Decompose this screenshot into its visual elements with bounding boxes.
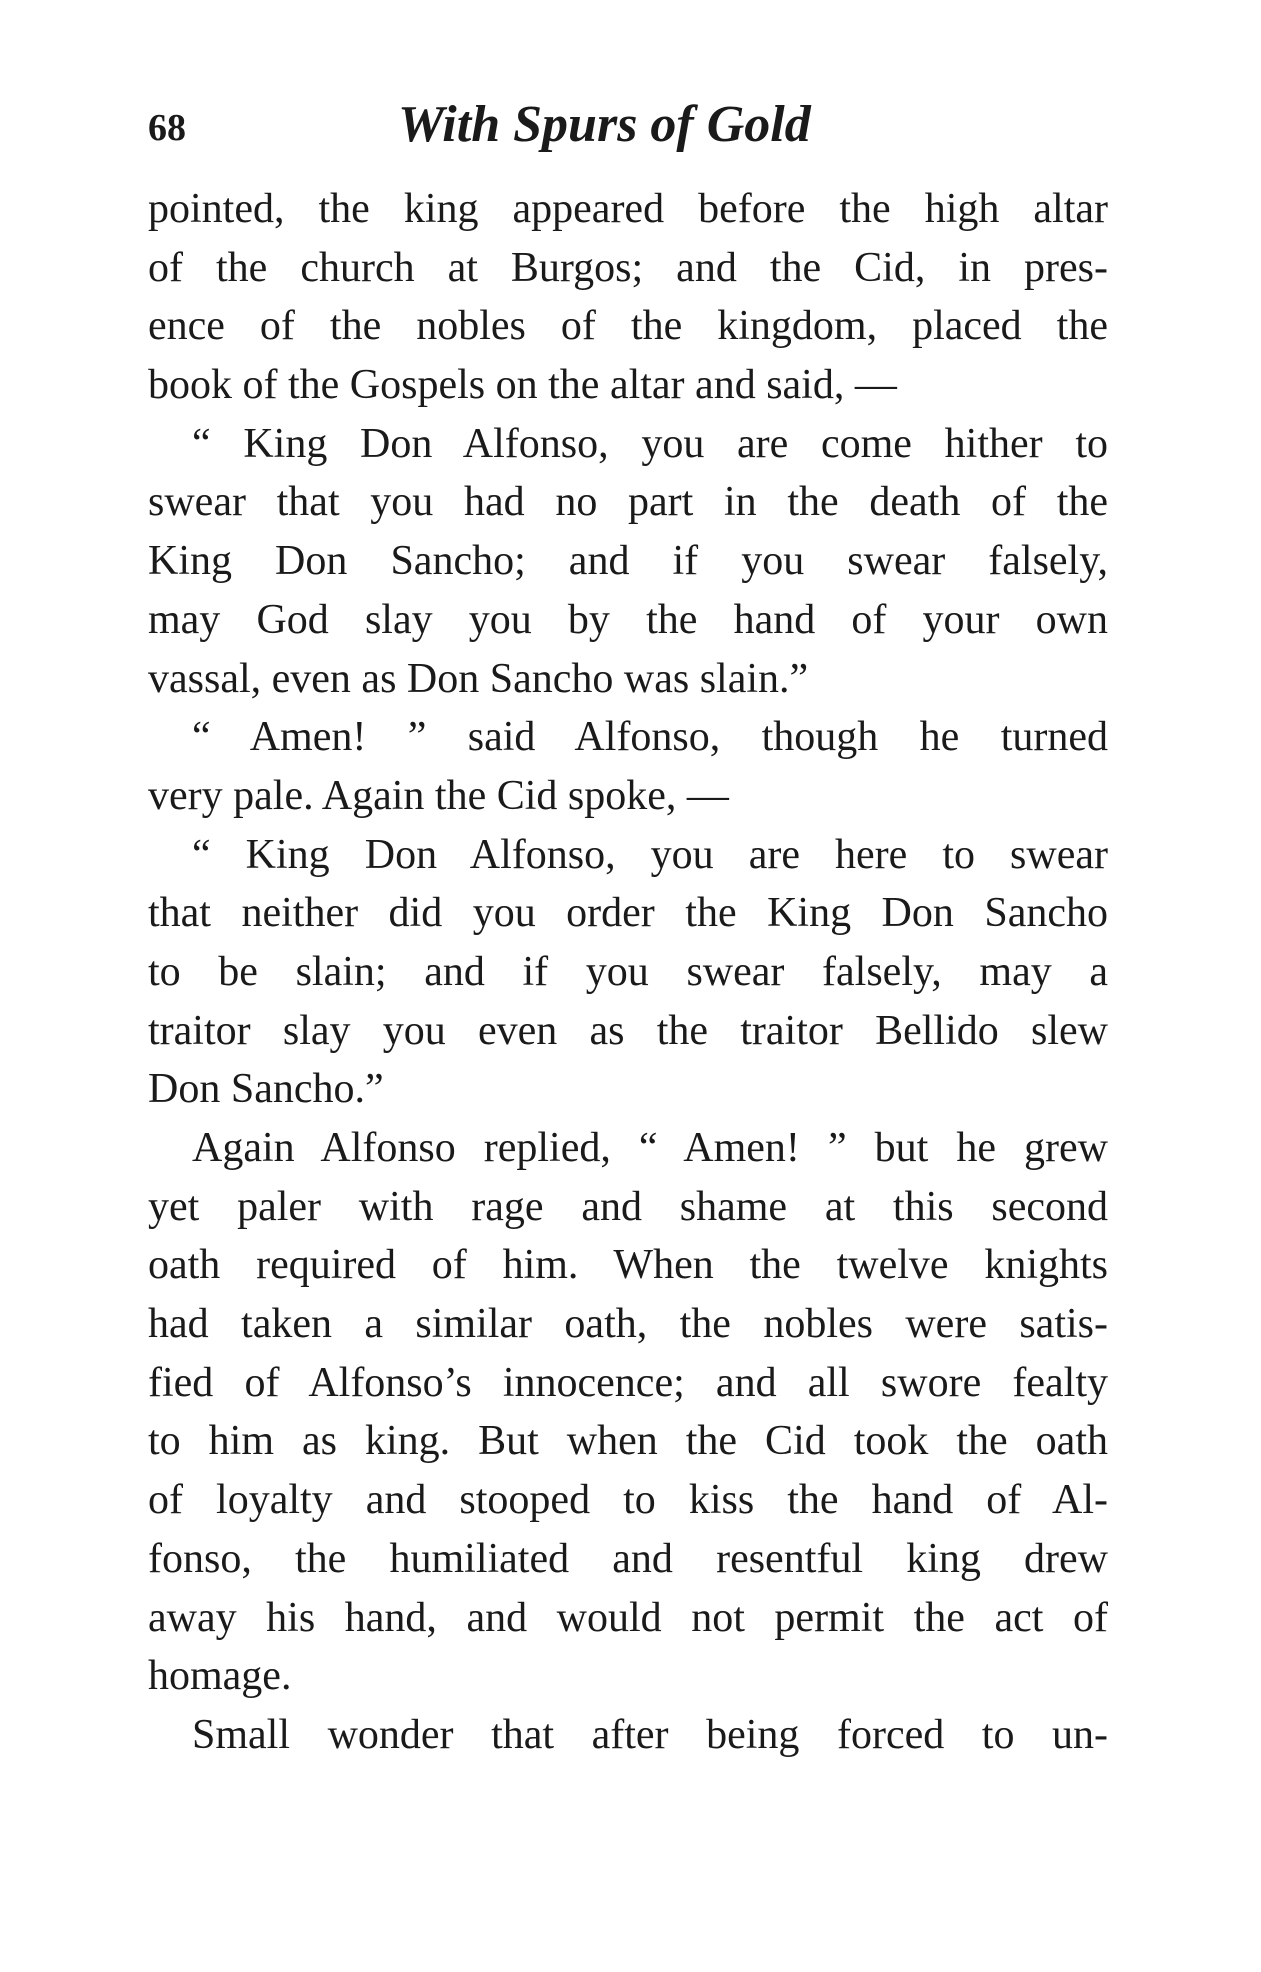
text-line: homage.	[148, 1653, 292, 1700]
text-line: traitor slay you even as the traitor Bellido slew	[148, 1007, 1108, 1054]
text-line: very pale. Again the Cid spoke, —	[148, 772, 729, 819]
text-line: book of the Gospels on the altar and said, —	[148, 362, 897, 409]
text-line: “ King Don Alfonso, you are here to swear	[192, 831, 1108, 878]
text-line: that neither did you order the King Don Sancho	[148, 890, 1108, 937]
text-line: oath required of him. When the twelve knights	[148, 1242, 1108, 1289]
page-number: 68	[148, 107, 186, 149]
running-title: With Spurs of Gold	[398, 96, 811, 153]
text-line: ence of the nobles of the kingdom, placed the	[148, 303, 1108, 350]
text-line: “ Amen! ” said Alfonso, though he turned	[192, 714, 1108, 761]
body-text	[148, 180, 1108, 1765]
text-line: “ King Don Alfonso, you are come hither to	[192, 420, 1108, 467]
text-line: fonso, the humiliated and resentful king drew	[148, 1535, 1108, 1582]
text-line: King Don Sancho; and if you swear falsely,	[148, 538, 1108, 585]
text-line: may God slay you by the hand of your own	[148, 596, 1108, 643]
text-line: yet paler with rage and shame at this second	[148, 1183, 1108, 1230]
text-line: away his hand, and would not permit the act of	[148, 1594, 1108, 1641]
text-line: swear that you had no part in the death of the	[148, 479, 1108, 526]
text-line: to him as king. But when the Cid took the oath	[148, 1418, 1108, 1465]
text-line: fied of Alfonso’s innocence; and all swore fealty	[148, 1359, 1108, 1406]
text-line: Again Alfonso replied, “ Amen! ” but he grew	[192, 1125, 1108, 1171]
running-head	[148, 92, 1108, 162]
text-line: of the church at Burgos; and the Cid, in pres-	[148, 244, 1108, 291]
text-line: had taken a similar oath, the nobles were satis-	[148, 1301, 1108, 1348]
text-line: to be slain; and if you swear falsely, may a	[148, 948, 1108, 995]
text-line: of loyalty and stooped to kiss the hand of Al-	[148, 1477, 1108, 1524]
text-line: vassal, even as Don Sancho was slain.”	[148, 655, 809, 702]
text-line: pointed, the king appeared before the high altar	[148, 186, 1108, 232]
text-line: Don Sancho.”	[148, 1066, 384, 1113]
text-line: Small wonder that after being forced to un-	[192, 1711, 1108, 1758]
